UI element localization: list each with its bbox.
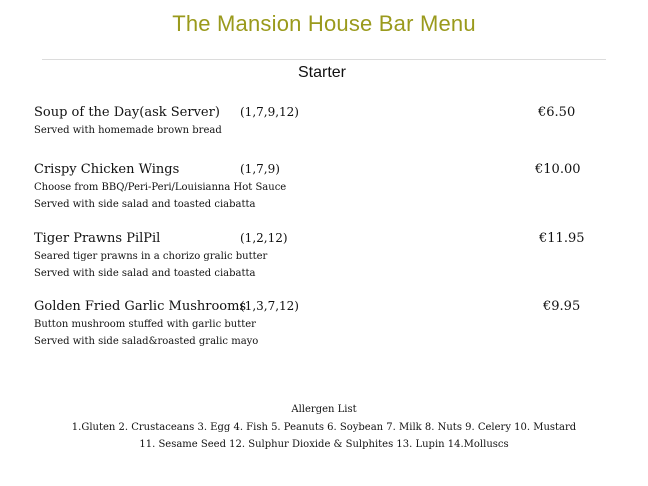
menu-item-allergens: (1,7,9) bbox=[240, 162, 280, 176]
menu-item-description: Served with side salad and toasted ciabatta bbox=[34, 199, 256, 210]
menu-item-description: Served with side salad&roasted gralic mayo bbox=[34, 336, 259, 347]
menu-item-allergens: (1,3,7,12) bbox=[240, 299, 299, 313]
section-heading-starter: Starter bbox=[297, 64, 346, 81]
menu-item-name: Soup of the Day(ask Server) bbox=[34, 105, 220, 120]
menu-title: The Mansion House Bar Menu bbox=[172, 11, 476, 36]
menu-item-name: Golden Fried Garlic Mushrooms bbox=[34, 299, 247, 314]
menu-item-price: €10.00 bbox=[535, 162, 581, 177]
menu-item-description: Choose from BBQ/Peri-Peri/Louisianna Hot Sauce bbox=[34, 182, 287, 193]
menu-item-description: Seared tiger prawns in a chorizo gralic butter bbox=[34, 251, 268, 262]
allergen-list-line: 11. Sesame Seed 12. Sulphur Dioxide & Sulphites 13. Lupin 14.Molluscs bbox=[139, 439, 509, 450]
menu-item-name: Tiger Prawns PilPil bbox=[34, 231, 161, 246]
menu-item-name: Crispy Chicken Wings bbox=[34, 162, 180, 177]
title-divider bbox=[42, 59, 606, 60]
menu-item-price: €6.50 bbox=[538, 105, 576, 120]
menu-item-allergens: (1,2,12) bbox=[240, 231, 288, 245]
allergen-list-title: Allergen List bbox=[291, 404, 357, 415]
menu-item-allergens: (1,7,9,12) bbox=[240, 105, 299, 119]
menu-item-price: €11.95 bbox=[539, 231, 585, 246]
allergen-list-line: 1.Gluten 2. Crustaceans 3. Egg 4. Fish 5. Peanuts 6. Soybean 7. Milk 8. Nuts 9. Celery 10. Mustard bbox=[71, 422, 577, 433]
menu-item-description: Served with homemade brown bread bbox=[34, 125, 222, 136]
menu-item-price: €9.95 bbox=[543, 299, 581, 314]
menu-item-description: Button mushroom stuffed with garlic butter bbox=[34, 319, 256, 330]
menu-item-description: Served with side salad and toasted ciabatta bbox=[34, 268, 256, 279]
